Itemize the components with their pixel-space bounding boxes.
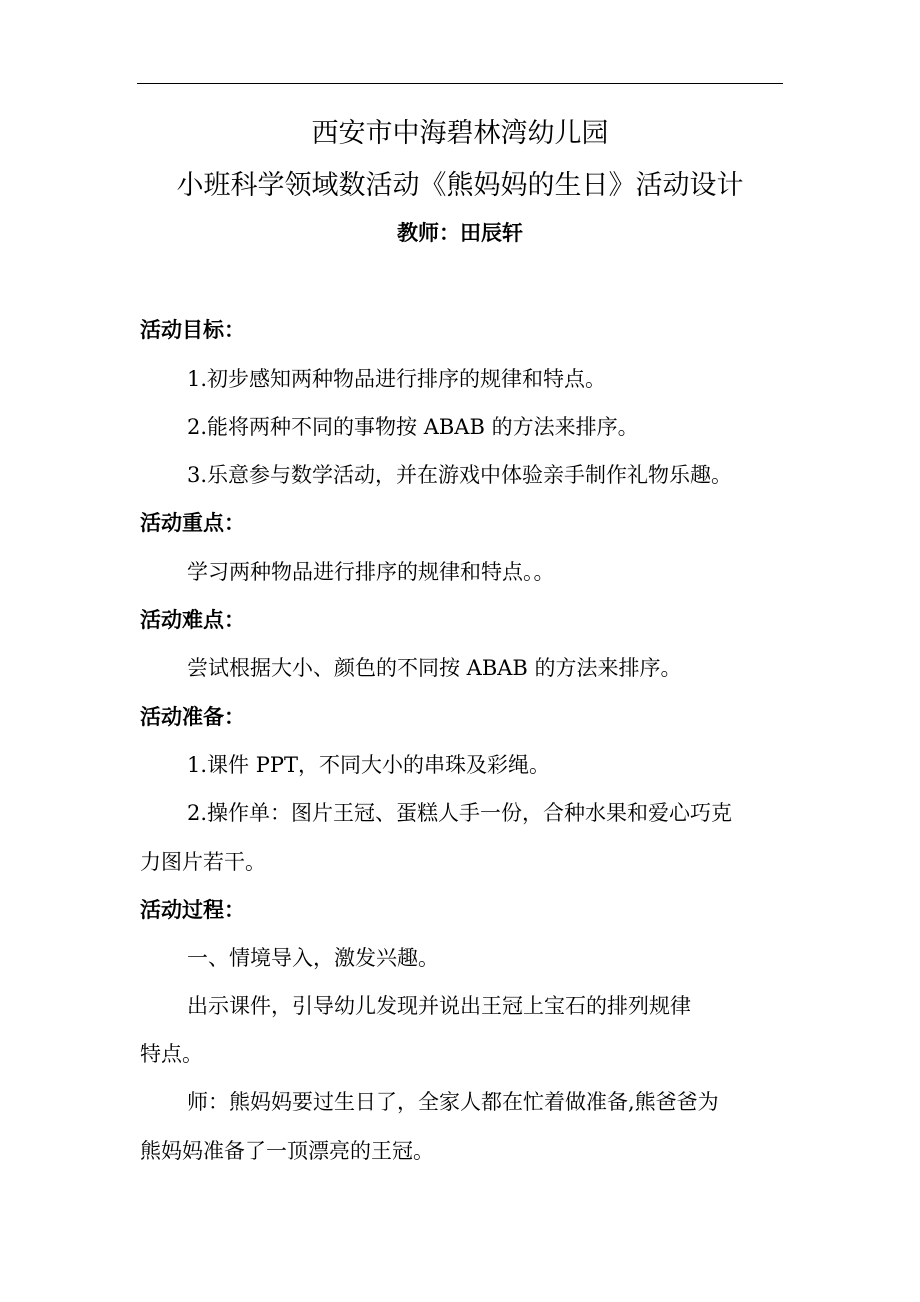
- process-paragraph-1-continued: 特点。: [140, 1042, 203, 1066]
- preparation-item-1: 1.课件 PPT，不同大小的串珠及彩绳。: [187, 753, 550, 777]
- goal-item-2: 2.能将两种不同的事物按 ABAB 的方法来排序。: [187, 415, 639, 439]
- goals-heading: 活动目标：: [140, 318, 245, 342]
- process-paragraph-2: 师：熊妈妈要过生日了，全家人都在忙着做准备,熊爸爸为: [187, 1090, 719, 1114]
- document-title: 小班科学领域数活动《熊妈妈的生日》活动设计: [176, 170, 744, 201]
- header-rule: [137, 83, 783, 84]
- process-paragraph-2-continued: 熊妈妈准备了一顶漂亮的王冠。: [140, 1139, 434, 1163]
- process-step-1: 一、情境导入，激发兴趣。: [187, 946, 439, 970]
- preparation-item-2: 2.操作单：图片王冠、蛋糕人手一份，合种水果和爱心巧克: [187, 801, 733, 825]
- goal-item-1: 1.初步感知两种物品进行排序的规律和特点。: [187, 367, 607, 391]
- difficulty-text: 尝试根据大小、颜色的不同按 ABAB 的方法来排序。: [187, 656, 682, 680]
- process-heading: 活动过程：: [140, 898, 245, 922]
- key-points-heading: 活动重点：: [140, 511, 245, 535]
- key-points-text: 学习两种物品进行排序的规律和特点。。: [187, 560, 555, 584]
- goal-item-3: 3.乐意参与数学活动，并在游戏中体验亲手制作礼物乐趣。: [187, 463, 733, 487]
- school-name: 西安市中海碧林湾幼儿园: [311, 118, 609, 149]
- process-paragraph-1: 出示课件，引导幼儿发现并说出王冠上宝石的排列规律: [187, 994, 691, 1018]
- teacher-name: 教师：田辰轩: [397, 221, 523, 245]
- difficulty-heading: 活动难点：: [140, 608, 245, 632]
- preparation-item-2-continued: 力图片若干。: [140, 850, 266, 874]
- preparation-heading: 活动准备：: [140, 705, 245, 729]
